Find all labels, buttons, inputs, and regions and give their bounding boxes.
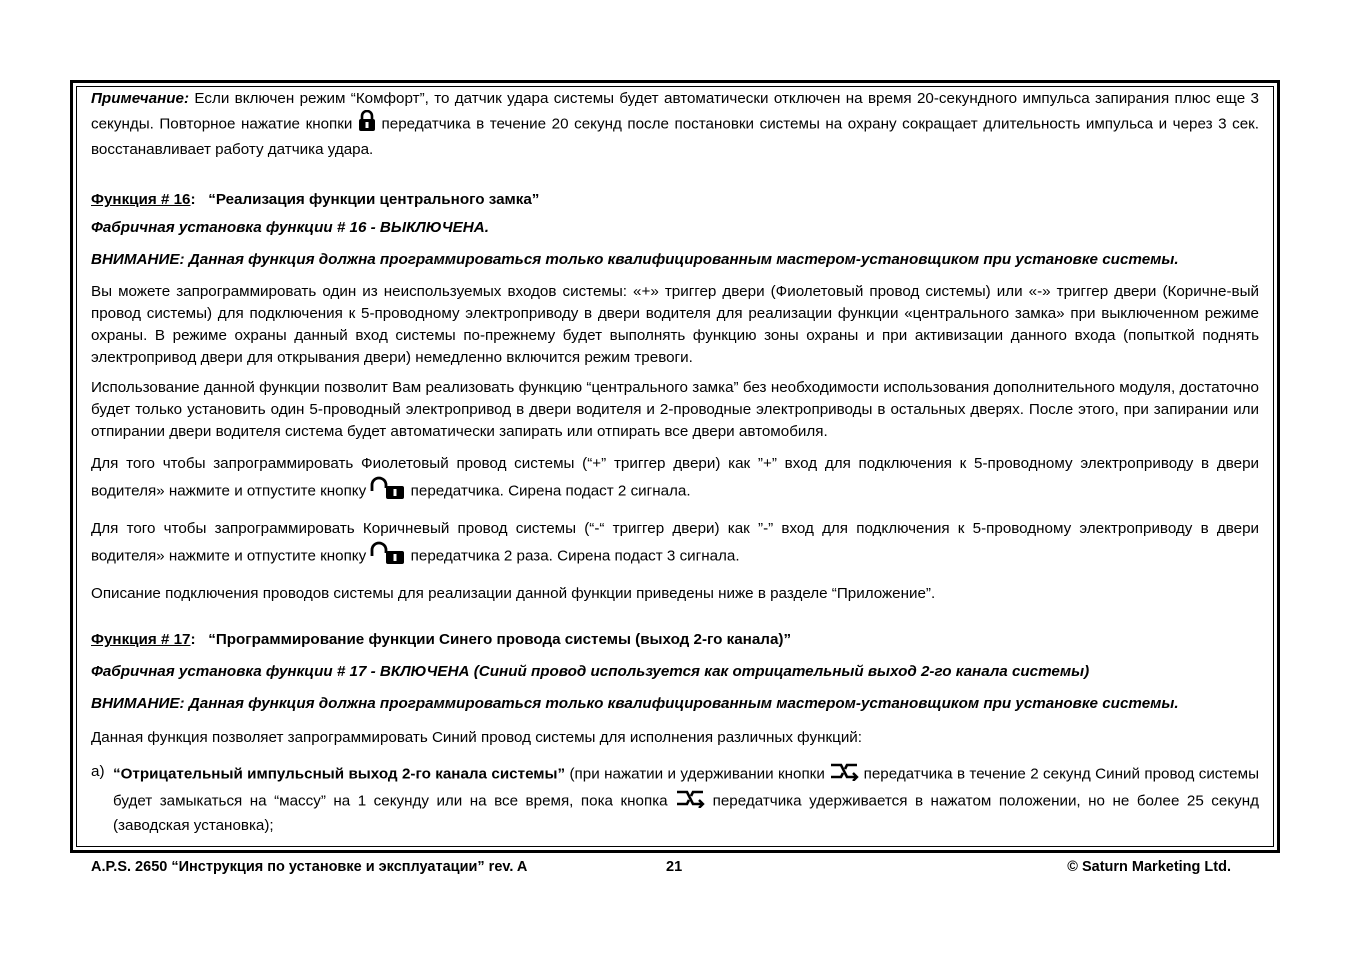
option-a-title: “Отрицательный импульсный выход 2-го канала системы” — [113, 765, 566, 783]
function-17-paragraph-1: Данная функция позволяет запрограммировать Синий провод системы для исполнения различных функций: — [91, 729, 863, 746]
unlock-icon — [370, 540, 406, 573]
function-16-p3-text-b: передатчика. Сирена подаст 2 сигнала. — [406, 482, 691, 500]
note-paragraph — [91, 88, 1259, 161]
footer-page-number: 21 — [666, 859, 683, 875]
option-a-text-3: передатчика удерживается в нажатом положении, но не более 25 секунд (заводская установка); — [113, 792, 1259, 834]
function-16-p4-text-b: передатчика 2 раза. Сирена подаст 3 сигнала. — [406, 547, 740, 565]
aux-channel-icon — [675, 788, 705, 815]
function-16-warning: ВНИМАНИЕ: Данная функция должна программироваться только квалифицированным мастером-установщиком при установке системы. — [91, 251, 1179, 268]
function-16-paragraph-5: Описание подключения проводов системы для реализации данной функции приведены ниже в разделе “Приложение”. — [91, 585, 936, 602]
lock-icon — [358, 110, 376, 139]
function-16-paragraph-1: Вы можете запрограммировать один из неиспользуемых входов системы: «+» триггер двери (Фиолетовый провод системы) или «-» триггер двери (Коричне-вый провод системы) для подключения к 5-проводному электроприводу в двери водителя для реализации функции «центрального замка» при выключенном режиме охраны. В режиме охраны данный вход системы по-прежнему будет выполнять функцию зоны охраны и при активизации данного входа (попыткой поднять электропривод двери для открывания двери) немедленно включится режим тревоги. — [91, 283, 1259, 366]
function-16-factory-setting: Фабричная установка функции # 16 - ВЫКЛЮЧЕНА. — [91, 219, 489, 236]
page-content — [91, 88, 1259, 837]
function-16-number: Функция # 16 — [91, 191, 191, 208]
option-a-marker: а) — [91, 763, 105, 780]
function-17-factory-setting: Фабричная установка функции # 17 - ВКЛЮЧЕНА (Синий провод используется как отрицательный выход 2-го канала системы) — [91, 663, 1090, 680]
page-footer — [91, 856, 1231, 878]
function-16-paragraph-4 — [91, 518, 1259, 573]
function-16-colon: : — [190, 191, 196, 208]
note-label: Примечание: — [91, 90, 190, 107]
function-17-heading — [91, 629, 1259, 651]
note-text-1: Если включен режим “Комфорт”, то датчик удара системы будет автоматически отключен на время 20-секундного импульса запирания плюс еще 3 секунды. Повторное нажатие кнопки — [91, 90, 1259, 133]
option-a-text-2: передатчика в течение 2 секунд Синий провод системы будет замыкаться на “массу” на 1 секунду или на все время, пока кнопка — [113, 765, 1259, 810]
function-16-paragraph-2: Использование данной функции позволит Вам реализовать функцию “центрального замка” без необходимости использования дополнительного модуля, достаточно будет только установить один 5-проводный электропривод в двери водителя и 2-проводные электроприводы в остальных дверях. После этого, при запирании или отпирании двери водителя система будет автоматически запирать или отпирать все двери автомобиля. — [91, 379, 1259, 440]
function-16-title: “Реализация функции центрального замка” — [208, 191, 540, 208]
note-text-2: передатчика в течение 20 секунд после постановки системы на охрану сокращает длительность импульса и через 3 сек. восстанавливает работу датчика удара. — [91, 115, 1260, 158]
function-17-option-a — [91, 761, 1259, 837]
function-17-number: Функция # 17 — [91, 631, 191, 648]
option-a-text-1: (при нажатии и удерживании кнопки — [565, 765, 830, 783]
unlock-icon — [370, 475, 406, 508]
function-17-warning: ВНИМАНИЕ: Данная функция должна программироваться только квалифицированным мастером-установщиком при установке системы. — [91, 695, 1179, 712]
function-17-colon: : — [190, 631, 196, 648]
function-16-p4-text-a: Для того чтобы запрограммировать Коричневый провод системы (“-“ триггер двери) как ”-” вход для подключения к 5-проводному электроприводу в двери водителя» нажмите и отпустите кнопку — [91, 520, 1259, 565]
aux-channel-icon — [829, 761, 859, 788]
footer-document-title: A.P.S. 2650 “Инструкция по установке и эксплуатации” rev. A — [91, 859, 528, 875]
function-16-heading — [91, 189, 1259, 211]
function-16-paragraph-3 — [91, 453, 1259, 508]
function-16-p3-text-a: Для того чтобы запрограммировать Фиолетовый провод системы (“+” триггер двери) как ”+” вход для подключения к 5-проводному электроприводу в двери водителя» нажмите и отпустите кнопку — [91, 455, 1259, 500]
footer-copyright: © Saturn Marketing Ltd. — [1067, 859, 1231, 875]
function-17-title: “Программирование функции Синего провода системы (выход 2-го канала)” — [208, 631, 792, 648]
